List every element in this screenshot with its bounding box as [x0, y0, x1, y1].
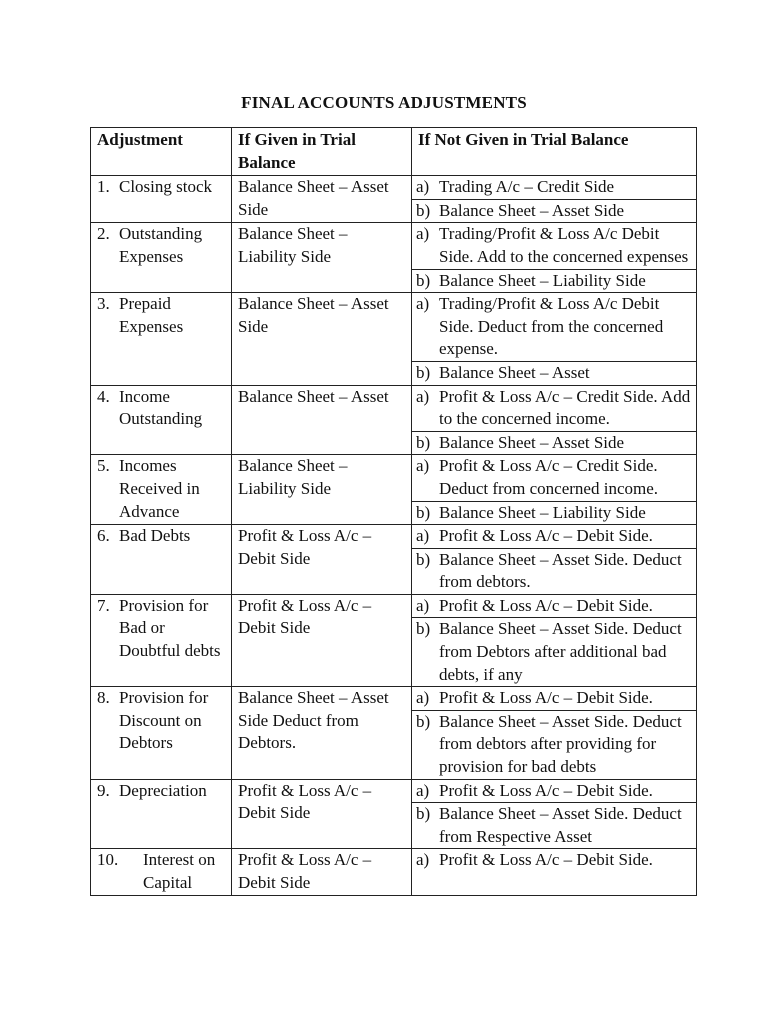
if-given-cell: Balance Sheet – Asset Side [232, 293, 412, 385]
option-text: Balance Sheet – Asset Side [439, 432, 625, 452]
option-text: Profit & Loss A/c – Debit Side. [439, 780, 653, 800]
if-given-cell: Balance Sheet – Liability Side [232, 455, 412, 525]
if-not-given-cell [412, 687, 697, 711]
if-not-given-cell [412, 455, 697, 501]
header-row [91, 128, 697, 176]
if-not-given-cell [412, 779, 697, 803]
option-letter: b) [416, 619, 431, 639]
adjustments-table [90, 127, 697, 896]
option-text: Balance Sheet – Asset Side [439, 200, 625, 220]
if-not-given-cell [412, 548, 697, 594]
if-given-cell: Profit & Loss A/c – Debit Side [232, 779, 412, 849]
adjustment-number: 8. [97, 688, 110, 708]
table-row [91, 779, 697, 803]
header-if-not-given: If Not Given in Trial Balance [412, 128, 697, 176]
adjustment-number: 10. [97, 850, 119, 870]
if-not-given-cell [412, 176, 697, 200]
document-title: FINAL ACCOUNTS ADJUSTMENTS [241, 93, 527, 112]
adjustment-cell [91, 176, 232, 223]
option-text: Trading A/c – Credit Side [439, 177, 615, 197]
option-letter: a) [416, 688, 430, 708]
option-text: Trading/Profit & Loss A/c Debit Side. Deduct from the concerned expense. [439, 294, 664, 359]
if-not-given-cell [412, 849, 697, 895]
option-text: Balance Sheet – Asset Side. Deduct from Respective Asset [439, 804, 682, 846]
option-letter: b) [416, 270, 431, 290]
option-text: Balance Sheet – Asset Side. Deduct from Debtors after additional bad debts, if any [439, 619, 682, 684]
adjustment-cell [91, 594, 232, 686]
option-letter: a) [416, 224, 430, 244]
adjustment-cell [91, 223, 232, 293]
if-given-cell: Balance Sheet – Asset [232, 385, 412, 455]
adjustment-label: Bad Debts [119, 526, 191, 546]
if-not-given-cell [412, 501, 697, 525]
table-row [91, 385, 697, 431]
option-letter: b) [416, 200, 431, 220]
option-letter: a) [416, 780, 430, 800]
adjustment-number: 3. [97, 294, 110, 314]
if-not-given-cell [412, 803, 697, 849]
if-not-given-cell [412, 525, 697, 549]
option-text: Profit & Loss A/c – Debit Side. [439, 850, 653, 870]
header-if-given: If Given in Trial Balance [232, 128, 412, 176]
option-text: Profit & Loss A/c – Debit Side. [439, 526, 653, 546]
option-text: Balance Sheet – Asset Side. Deduct from debtors after providing for provision for bad debts [439, 711, 682, 777]
option-letter: b) [416, 502, 431, 522]
if-not-given-cell [412, 710, 697, 779]
table-row [91, 687, 697, 711]
adjustment-label: Interest on Capital [143, 850, 216, 892]
if-not-given-cell [412, 199, 697, 223]
option-text: Trading/Profit & Loss A/c Debit Side. Add to the concerned expenses [439, 224, 689, 266]
table-row [91, 849, 697, 895]
option-text: Profit & Loss A/c – Credit Side. Deduct from concerned income. [439, 456, 659, 498]
option-letter: b) [416, 432, 431, 452]
option-letter: a) [416, 456, 430, 476]
option-text: Balance Sheet – Asset [439, 362, 590, 382]
option-text: Profit & Loss A/c – Debit Side. [439, 688, 653, 708]
option-text: Profit & Loss A/c – Debit Side. [439, 595, 653, 615]
adjustment-cell [91, 779, 232, 849]
table-row [91, 594, 697, 618]
if-not-given-cell [412, 269, 697, 293]
adjustment-label: Provision for Discount on Debtors [119, 688, 209, 753]
option-letter: a) [416, 595, 430, 615]
table-body [91, 176, 697, 895]
table-row [91, 223, 697, 269]
option-letter: a) [416, 386, 430, 406]
option-text: Balance Sheet – Asset Side. Deduct from debtors. [439, 549, 682, 592]
if-given-cell: Balance Sheet – Liability Side [232, 223, 412, 293]
adjustment-number: 6. [97, 526, 110, 546]
adjustment-number: 2. [97, 224, 110, 244]
if-not-given-cell [412, 618, 697, 687]
option-text: Balance Sheet – Liability Side [439, 270, 646, 290]
adjustment-number: 4. [97, 386, 110, 406]
if-not-given-cell [412, 594, 697, 618]
adjustment-cell [91, 687, 232, 779]
adjustment-cell [91, 525, 232, 595]
if-not-given-cell [412, 385, 697, 431]
if-not-given-cell [412, 223, 697, 269]
option-letter: b) [416, 549, 431, 569]
adjustment-label: Depreciation [119, 780, 207, 800]
adjustment-label: Income Outstanding [119, 386, 203, 429]
adjustment-cell [91, 385, 232, 455]
adjustment-label: Provision for Bad or Doubtful debts [119, 595, 221, 661]
adjustment-label: Closing stock [119, 177, 213, 197]
option-letter: a) [416, 850, 430, 870]
table-row [91, 455, 697, 501]
adjustment-label: Outstanding Expenses [119, 224, 203, 266]
if-given-cell: Balance Sheet – Asset Side Deduct from Debtors. [232, 687, 412, 779]
table-row [91, 176, 697, 200]
option-text: Balance Sheet – Liability Side [439, 502, 646, 522]
adjustment-cell [91, 849, 232, 895]
option-letter: b) [416, 362, 431, 382]
option-letter: a) [416, 177, 430, 197]
adjustment-cell [91, 293, 232, 385]
option-text: Profit & Loss A/c – Credit Side. Add to the concerned income. [439, 386, 691, 429]
if-given-cell: Profit & Loss A/c – Debit Side [232, 594, 412, 686]
if-given-cell: Profit & Loss A/c – Debit Side [232, 849, 412, 895]
table-row [91, 525, 697, 549]
adjustment-cell [91, 455, 232, 525]
if-not-given-cell [412, 293, 697, 362]
option-letter: a) [416, 294, 430, 314]
adjustment-number: 5. [97, 456, 110, 476]
table-row [91, 293, 697, 362]
option-letter: b) [416, 711, 431, 731]
option-letter: a) [416, 526, 430, 546]
if-given-cell: Balance Sheet – Asset Side [232, 176, 412, 223]
adjustment-number: 7. [97, 595, 110, 615]
if-not-given-cell [412, 431, 697, 455]
adjustment-number: 9. [97, 780, 110, 800]
header-adjustment: Adjustment [91, 128, 232, 176]
adjustment-label: Prepaid Expenses [119, 294, 184, 336]
adjustment-label: Incomes Received in Advance [119, 456, 200, 521]
if-given-cell: Profit & Loss A/c – Debit Side [232, 525, 412, 595]
adjustment-number: 1. [97, 177, 110, 197]
if-not-given-cell [412, 361, 697, 385]
option-letter: b) [416, 804, 431, 824]
